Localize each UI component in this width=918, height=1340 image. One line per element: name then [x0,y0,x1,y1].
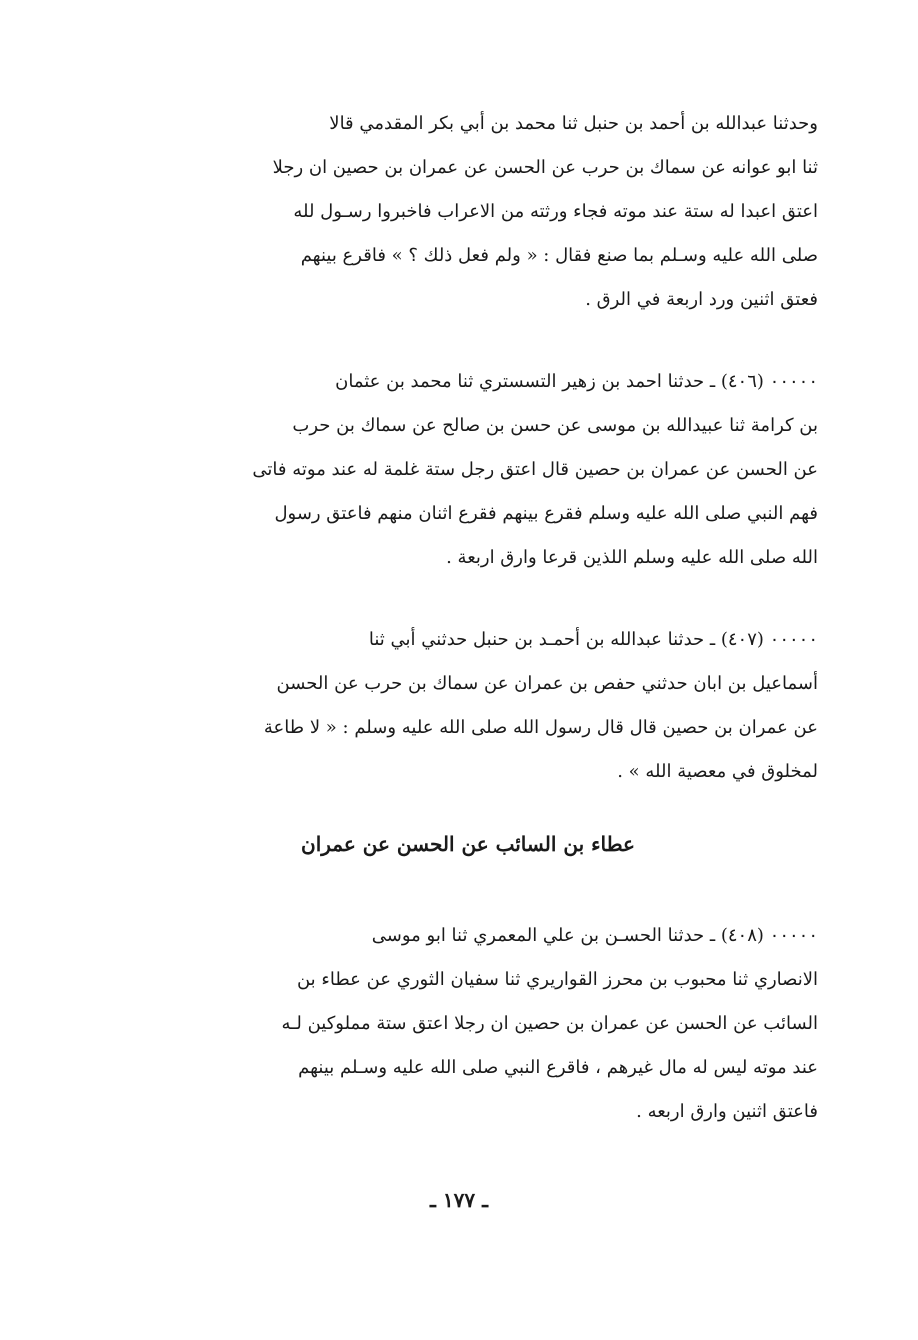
text-line: لمخلوق في معصية الله » . [617,761,818,782]
hadith-paragraph [118,102,818,322]
hadith-paragraph-407 [118,618,818,794]
text-line: ٠٠٠٠٠ (٤٠٦) ـ حدثنا احمد بن زهير التسستري ثنا محمد بن عثمان [335,371,818,392]
page-number: ـ ١٧٧ ـ [430,1188,488,1212]
text-line: فهم النبي صلى الله عليه وسلم فقرع بينهم فقرع اثنان منهم فاعتق رسول [274,503,818,524]
text-line: الله صلى الله عليه وسلم اللذين قرعا وارق اربعة . [446,547,818,568]
text-line: فاعتق اثنين وارق اربعه . [636,1101,818,1122]
text-line: ٠٠٠٠٠ (٤٠٧) ـ حدثنا عبدالله بن أحمـد بن حنبل حدثني أبي ثنا [368,629,818,650]
text-line: عن الحسن عن عمران بن حصين قال اعتق رجل ستة غلمة له عند موته فاتى [252,459,818,480]
hadith-paragraph-408 [118,914,818,1134]
section-heading: عطاء بن السائب عن الحسن عن عمران [301,832,635,856]
text-line: أسماعيل بن ابان حدثني حفص بن عمران عن سماك بن حرب عن الحسن [276,673,818,694]
text-line: اعتق اعبدا له ستة عند موته فجاء ورثته من الاعراب فاخبروا رسـول لله [293,201,818,222]
text-line: وحدثنا عبدالله بن أحمد بن حنبل ثنا محمد بن أبي بكر المقدمي قالا [329,113,818,134]
text-line: بن كرامة ثنا عبيدالله بن موسى عن حسن بن صالح عن سماك بن حرب [292,415,818,436]
hadith-paragraph-406 [118,360,818,580]
text-line: عند موته ليس له مال غيرهم ، فاقرع النبي صلى الله عليه وسـلم بينهم [298,1057,818,1078]
text-line: الانصاري ثنا محبوب بن محرز القواريري ثنا سفيان الثوري عن عطاء بن [296,969,818,990]
text-line: فعتق اثنين ورد اربعة في الرق . [585,289,818,310]
text-line: ثنا ابو عوانه عن سماك بن حرب عن الحسن عن عمران بن حصين ان رجلا [272,157,818,178]
text-line: صلى الله عليه وسـلم بما صنع فقال : « ولم فعل ذلك ؟ » فاقرع بينهم [300,245,818,266]
text-line: ٠٠٠٠٠ (٤٠٨) ـ حدثنا الحسـن بن علي المعمري ثنا ابو موسى [371,925,818,946]
text-line: عن عمران بن حصين قال قال رسول الله صلى الله عليه وسلم : « لا طاعة [263,717,818,738]
text-line: السائب عن الحسن عن عمران بن حصين ان رجلا اعتق ستة مملوكين لـه [281,1013,818,1034]
